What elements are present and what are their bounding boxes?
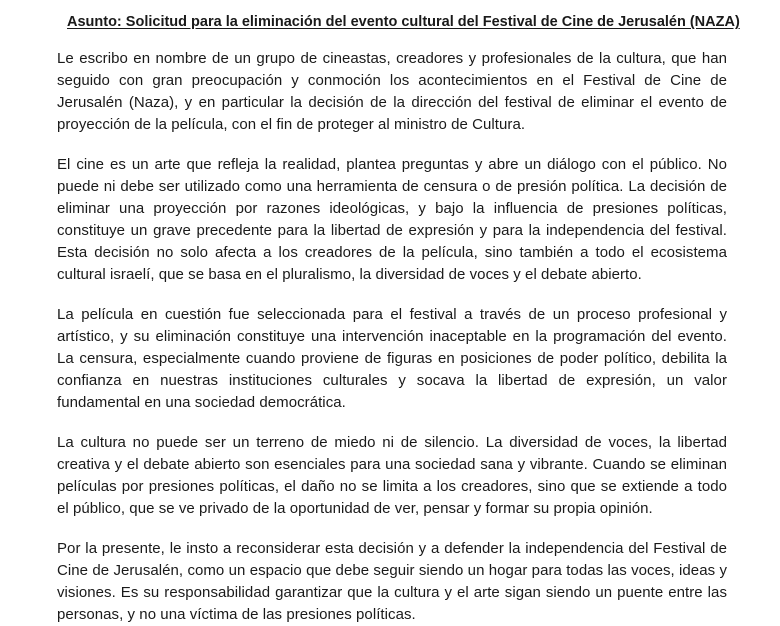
paragraph-3: La película en cuestión fue seleccionada para el festival a través de un proceso profesional y artístico, y su eliminación constituye una intervención inaceptable en la programación del evento. La censura, especialmente cuando proviene de figuras en posiciones de poder político, debilita la confianza en nuestras instituciones culturales y socava la libertad de expresión, un valor fundamental en una sociedad democrática. [57,306,727,411]
paragraph-4: La cultura no puede ser un terreno de miedo ni de silencio. La diversidad de voces, la libertad creativa y el debate abierto son esenciales para una sociedad sana y vibrante. Cuando se eliminan películas por presiones políticas, el daño no se limita a los creadores, sino que se extiende a todo el público, que se ve privado de la oportunidad de ver, pensar y formar su propia opinión. [57,434,727,517]
paragraph-1: Le escribo en nombre de un grupo de cineastas, creadores y profesionales de la cultura, que han seguido con gran preocupación y conmoción los acontecimientos en el Festival de Cine de Jerusalén (Naza), y en particular la decisión de la dirección del festival de eliminar el evento de proyección de la película, con el fin de proteger al ministro de Cultura. [57,50,727,133]
paragraph-2: El cine es un arte que refleja la realidad, plantea preguntas y abre un diálogo con el público. No puede ni debe ser utilizado como una herramienta de censura o de presión política. La decisión de eliminar una proyección por razones ideológicas, y bajo la influencia de presiones políticas, constituye un grave precedente para la libertad de expresión y para la independencia del festival. Esta decisión no solo afecta a los creadores de la película, sino también a todo el ecosistema cultural israelí, que se basa en el pluralismo, la diversidad de voces y el debate abierto. [57,156,727,283]
paragraph-5: Por la presente, le insto a reconsiderar esta decisión y a defender la independencia del Festival de Cine de Jerusalén, como un espacio que debe seguir siendo un hogar para todas las voces, ideas y visiones. Es su responsabilidad garantizar que la cultura y el arte sigan siendo un puente entre las personas, y no una víctima de las presiones políticas. [57,540,727,623]
subject-text: Asunto: Solicitud para la eliminación del evento cultural del Festival de Cine de Jerusalén (NAZA) [67,14,740,30]
letter-subject [57,12,740,32]
